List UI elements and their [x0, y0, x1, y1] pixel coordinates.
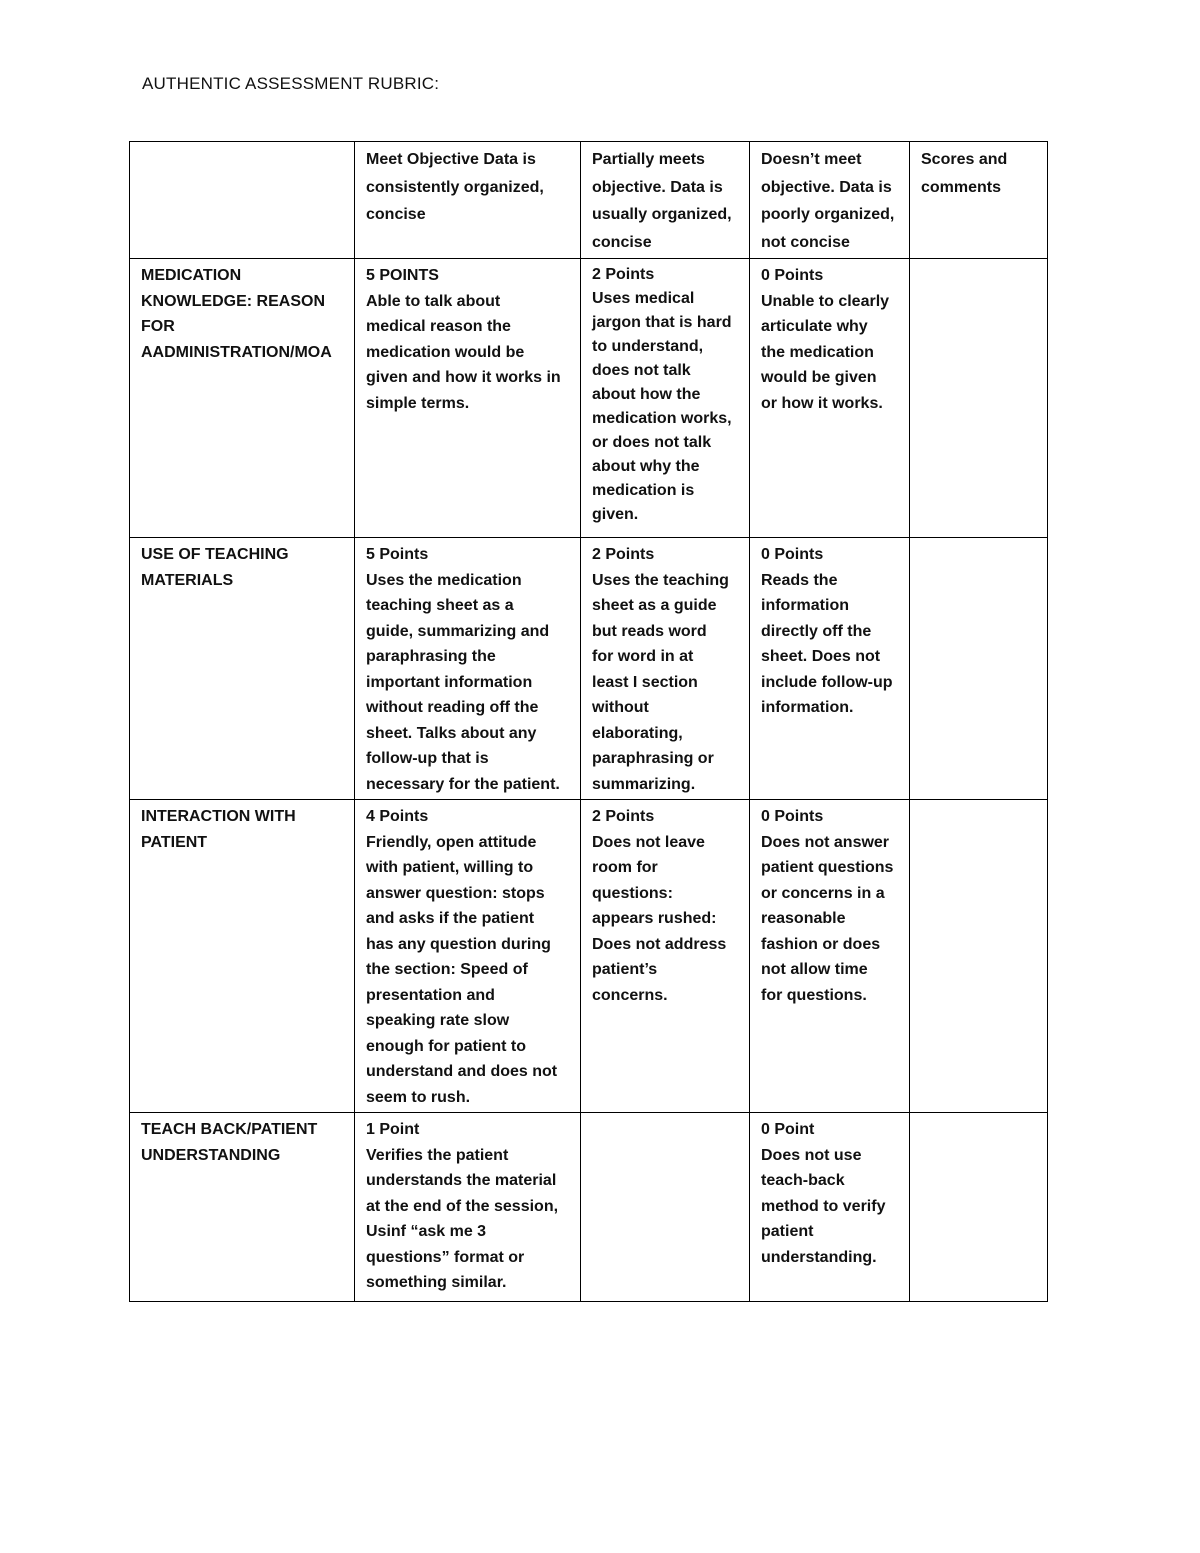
- cell-text-line: comments: [921, 178, 1002, 196]
- cell-text-line: MEDICATION: [141, 267, 242, 284]
- criteria-cell: [130, 800, 355, 1113]
- cell-text-line: Uses medical: [592, 290, 695, 307]
- cell-text-line: Verifies the patient: [366, 1146, 509, 1164]
- cell-text-line: understanding.: [761, 1248, 877, 1266]
- cell-text-line: Doesn’t meet: [761, 151, 862, 168]
- scores-cell: [910, 538, 1048, 800]
- cell-text-line: for questions.: [761, 986, 867, 1004]
- cell-text-line: information.: [761, 699, 854, 716]
- partial-cell: [581, 800, 750, 1113]
- cell-text-line: concise: [592, 233, 652, 251]
- cell-text-line: would be given: [761, 369, 877, 386]
- cell-text-line: medical reason the: [366, 318, 511, 335]
- cell-text-line: without: [592, 699, 649, 716]
- cell-text-line: medication works,: [592, 410, 732, 427]
- cell-text-line: to understand,: [592, 338, 704, 355]
- header-criteria-cell: [130, 142, 355, 259]
- rubric-row-teaching-materials: [130, 538, 1048, 800]
- cell-text-line: include follow-up: [761, 673, 893, 691]
- doesnt-meet-cell: [750, 800, 910, 1113]
- meets-cell: [355, 538, 581, 800]
- cell-text-line: about why the: [592, 458, 700, 475]
- cell-text-line: directly off the: [761, 622, 872, 640]
- cell-text-line: fashion or does: [761, 935, 881, 953]
- cell-text-line: MATERIALS: [141, 571, 234, 589]
- document-title: AUTHENTIC ASSESSMENT RUBRIC:: [142, 74, 440, 93]
- cell-text-line: concise: [366, 206, 426, 223]
- cell-text-line: Usinf “ask me 3: [366, 1223, 487, 1240]
- rubric-table: [129, 141, 1048, 1302]
- cell-text-line: necessary for the patient.: [366, 775, 560, 793]
- cell-text-line: AADMINISTRATION/MOA: [141, 343, 332, 361]
- cell-text-line: teaching sheet as a: [366, 597, 514, 614]
- cell-text-line: seem to rush.: [366, 1088, 471, 1106]
- cell-text-line: does not talk: [592, 362, 691, 379]
- cell-text-line: Does not answer: [761, 833, 890, 851]
- cell-text-line: FOR: [141, 318, 175, 335]
- cell-text-line: 0 Points: [761, 546, 824, 563]
- meets-cell: [355, 259, 581, 538]
- cell-text-line: objective. Data is: [592, 178, 723, 196]
- cell-text-line: patient: [761, 1223, 814, 1240]
- cell-text-line: important information: [366, 673, 533, 691]
- cell-text-line: usually organized,: [592, 206, 732, 223]
- cell-text-line: Reads the: [761, 571, 838, 589]
- cell-text-line: teach-back: [761, 1172, 845, 1189]
- cell-text-line: paraphrasing or: [592, 750, 714, 767]
- header-meets-objective: [355, 142, 581, 259]
- cell-text-line: articulate why: [761, 318, 868, 335]
- cell-text-line: 4 Points: [366, 808, 429, 825]
- cell-text-line: about how the: [592, 386, 701, 403]
- cell-text-line: enough for patient to: [366, 1037, 526, 1055]
- criteria-cell: [130, 259, 355, 538]
- cell-text-line: reasonable: [761, 910, 846, 927]
- cell-text-line: not allow time: [761, 961, 868, 978]
- cell-text-line: Does not use: [761, 1146, 862, 1164]
- doesnt-meet-cell: [750, 1113, 910, 1302]
- cell-text-line: KNOWLEDGE: REASON: [141, 292, 325, 310]
- cell-text-line: understands the material: [366, 1172, 557, 1189]
- cell-text-line: PATIENT: [141, 833, 208, 851]
- cell-text-line: 1 Point: [366, 1121, 420, 1138]
- cell-text-line: 0 Point: [761, 1121, 815, 1138]
- cell-text-line: 2 Points: [592, 808, 655, 825]
- cell-text-line: 0 Points: [761, 808, 824, 825]
- cell-text-line: at the end of the session,: [366, 1197, 559, 1215]
- cell-text-line: Does not address: [592, 935, 727, 953]
- cell-text-line: the medication: [761, 343, 874, 361]
- cell-text-line: given.: [592, 506, 639, 523]
- cell-text-line: INTERACTION WITH: [141, 808, 296, 825]
- cell-text-line: summarizing.: [592, 775, 696, 793]
- partial-cell: [581, 259, 750, 538]
- cell-text-line: questions” format or: [366, 1248, 525, 1266]
- cell-text-line: and asks if the patient: [366, 910, 535, 927]
- cell-text-line: sheet. Talks about any: [366, 724, 537, 742]
- cell-text-line: answer question: stops: [366, 884, 545, 902]
- cell-text-line: concerns.: [592, 986, 668, 1004]
- cell-text-line: 2 Points: [592, 546, 655, 563]
- cell-text-line: with patient, willing to: [366, 859, 534, 876]
- meets-cell: [355, 800, 581, 1113]
- cell-text-line: guide, summarizing and: [366, 622, 550, 640]
- cell-text-line: Uses the medication: [366, 571, 522, 589]
- cell-text-line: for word in at: [592, 648, 694, 665]
- rubric-row-interaction-with-patient: [130, 800, 1048, 1113]
- cell-text-line: follow-up that is: [366, 750, 489, 767]
- cell-text-line: consistently organized,: [366, 178, 544, 196]
- cell-text-line: jargon that is hard: [592, 314, 732, 331]
- scores-cell: [910, 1113, 1048, 1302]
- cell-text-line: medication would be: [366, 343, 525, 361]
- cell-text-line: patient questions: [761, 859, 894, 876]
- cell-text-line: poorly organized,: [761, 206, 895, 223]
- cell-text-line: appears rushed:: [592, 910, 717, 927]
- cell-text-line: elaborating,: [592, 724, 683, 742]
- cell-text-line: given and how it works in: [366, 369, 561, 386]
- cell-text-line: Friendly, open attitude: [366, 833, 537, 851]
- cell-text-line: 0 Points: [761, 267, 824, 284]
- cell-text-line: simple terms.: [366, 394, 470, 412]
- meets-cell: [355, 1113, 581, 1302]
- cell-text-line: or how it works.: [761, 394, 883, 412]
- cell-text-line: understand and does not: [366, 1063, 558, 1080]
- cell-text-line: or concerns in a: [761, 884, 885, 902]
- cell-text-line: but reads word: [592, 622, 707, 640]
- cell-text-line: paraphrasing the: [366, 648, 496, 665]
- cell-text-line: room for: [592, 859, 658, 876]
- cell-text-line: or does not talk: [592, 434, 712, 451]
- cell-text-line: Able to talk about: [366, 292, 501, 310]
- cell-text-line: something similar.: [366, 1274, 507, 1291]
- cell-text-line: objective. Data is: [761, 178, 892, 196]
- cell-text-line: sheet as a guide: [592, 597, 717, 614]
- cell-text-line: Meet Objective Data is: [366, 151, 536, 168]
- criteria-cell: [130, 1113, 355, 1302]
- cell-text-line: the section: Speed of: [366, 961, 528, 978]
- cell-text-line: not concise: [761, 233, 850, 251]
- cell-text-line: information: [761, 597, 849, 614]
- cell-text-line: questions:: [592, 884, 673, 902]
- scores-cell: [910, 800, 1048, 1113]
- cell-text-line: least I section: [592, 673, 698, 691]
- cell-text-line: TEACH BACK/PATIENT: [141, 1121, 318, 1138]
- cell-text-line: Scores and: [921, 151, 1008, 168]
- cell-text-line: Does not leave: [592, 833, 705, 851]
- cell-text-line: USE OF TEACHING: [141, 546, 289, 563]
- cell-text-line: 5 POINTS: [366, 267, 439, 284]
- rubric-header-row: [130, 142, 1048, 259]
- cell-text-line: 2 Points: [592, 266, 655, 283]
- criteria-cell: [130, 538, 355, 800]
- header-doesnt-meet: [750, 142, 910, 259]
- cell-text-line: patient’s: [592, 961, 658, 978]
- doesnt-meet-cell: [750, 538, 910, 800]
- cell-text-line: without reading off the: [366, 699, 539, 716]
- cell-text-line: has any question during: [366, 935, 551, 953]
- cell-text-line: Uses the teaching: [592, 571, 729, 589]
- doesnt-meet-cell: [750, 259, 910, 538]
- rubric-row-teach-back: [130, 1113, 1048, 1302]
- cell-text-line: Unable to clearly: [761, 292, 890, 310]
- rubric-row-medication-knowledge: [130, 259, 1048, 538]
- cell-text-line: sheet. Does not: [761, 648, 881, 665]
- cell-text-line: medication is: [592, 482, 695, 499]
- cell-text-line: Partially meets: [592, 151, 705, 168]
- scores-cell: [910, 259, 1048, 538]
- cell-text-line: presentation and: [366, 986, 495, 1004]
- partial-cell: [581, 538, 750, 800]
- header-partially-meets: [581, 142, 750, 259]
- cell-text-line: 5 Points: [366, 546, 429, 563]
- partial-cell: [581, 1113, 750, 1302]
- header-scores-comments: [910, 142, 1048, 259]
- cell-text-line: UNDERSTANDING: [141, 1146, 281, 1164]
- cell-text-line: method to verify: [761, 1197, 886, 1215]
- cell-text-line: speaking rate slow: [366, 1012, 510, 1029]
